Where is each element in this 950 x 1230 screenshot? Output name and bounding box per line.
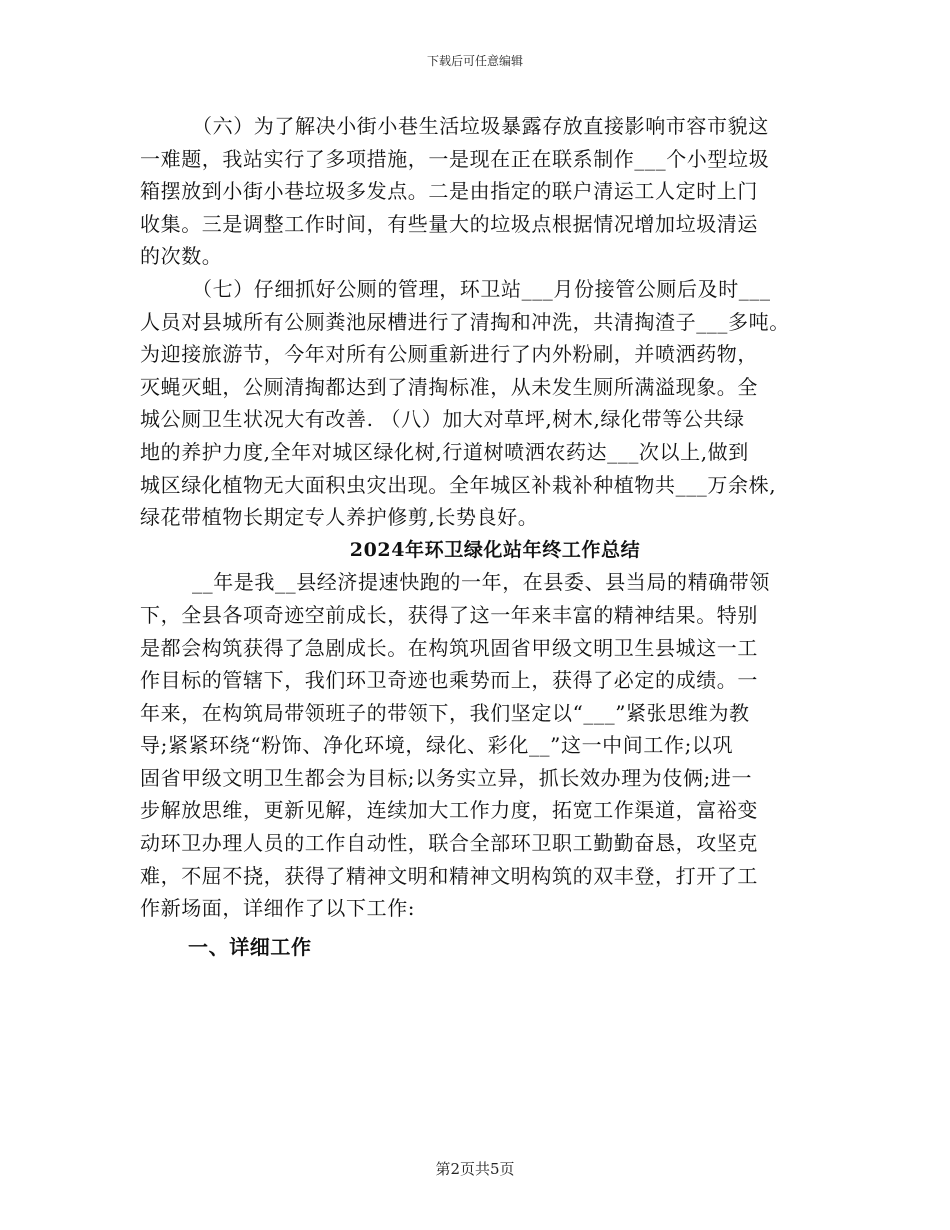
paragraph-line: （六）为了解决小街小巷生活垃圾暴露存放直接影响市容市貌这 <box>192 114 769 138</box>
paragraph-line: 地的养护力度,全年对城区绿化树,行道树喷洒农药达___次以上,做到 <box>140 439 749 464</box>
paragraph-line: 一难题，我站实行了多项措施，一是现在正在联系制作___个小型垃圾 <box>140 146 770 171</box>
paragraph-line: 作新场面，详细作了以下工作: <box>140 896 416 921</box>
paragraph-line: 灭蝇灭蛆，公厕清掏都达到了清掏标准，从未发生厕所满溢现象。全 <box>140 374 758 399</box>
paragraph-line: 箱摆放到小街小巷垃圾多发点。二是由指定的联户清运工人定时上门 <box>140 179 758 204</box>
paragraph-line: 年来，在构筑局带领班子的带领下，我们坚定以“___”紧张思维为教 <box>140 700 750 725</box>
paragraph-line: （七）仔细抓好公厕的管理，环卫站___月份接管公厕后及时___ <box>192 276 771 301</box>
paragraph-line: 难，不屈不挠，获得了精神文明和精神文明构筑的双丰登，打开了工 <box>140 863 758 888</box>
paragraph-line: 绿花带植物长期定专人养护修剪,长势良好。 <box>140 505 539 530</box>
section-heading: 一、详细工作 <box>188 934 312 959</box>
page-footer: 第2页共5页 <box>435 1160 515 1178</box>
paragraph-line: 下，全县各项奇迹空前成长，获得了这一年来丰富的精神结果。特别 <box>140 602 758 627</box>
paragraph-line: 城公厕卫生状况大有改善. （八）加大对草坪,树木,绿化带等公共绿 <box>140 407 745 432</box>
paragraph-line: __年是我__县经济提速快跑的一年，在县委、县当局的精确带领 <box>192 570 770 595</box>
paragraph-line: 城区绿化植物无大面积虫灾出现。全年城区补栽补种植物共___万余株, <box>140 472 777 497</box>
paragraph-line: 的次数。 <box>140 244 223 269</box>
document-title: 2024年环卫绿化站年终工作总结 <box>349 538 641 561</box>
paragraph-line: 动环卫办理人员的工作自动性，联合全部环卫职工勤勤奋恳，攻坚克 <box>140 831 758 856</box>
paragraph-line: 人员对县城所有公厕粪池尿槽进行了清掏和冲洗，共清掏渣子___多吨。 <box>140 309 790 334</box>
paragraph-line: 作目标的管辖下，我们环卫奇迹也乘势而上，获得了必定的成绩。一 <box>140 668 758 693</box>
paragraph-line: 为迎接旅游节，今年对所有公厕重新进行了内外粉刷，并喷洒药物， <box>140 342 758 367</box>
paragraph-line: 步解放思维，更新见解，连续加大工作力度，拓宽工作渠道，富裕变 <box>140 798 758 823</box>
paragraph-line: 导;紧紧环绕“粉饰、净化环境，绿化、彩化__”这一中间工作;以巩 <box>140 733 734 758</box>
paragraph-line: 固省甲级文明卫生都会为目标;以务实立异，抓长效办理为伎俩;进一 <box>140 765 753 790</box>
document-body <box>140 110 820 963</box>
paragraph-line: 收集。三是调整工作时间，有些量大的垃圾点根据情况增加垃圾清运 <box>140 211 758 236</box>
paragraph-line: 是都会构筑获得了急剧成长。在构筑巩固省甲级文明卫生县城这一工 <box>140 635 758 660</box>
page-header: 下载后可任意编辑 <box>426 54 523 68</box>
